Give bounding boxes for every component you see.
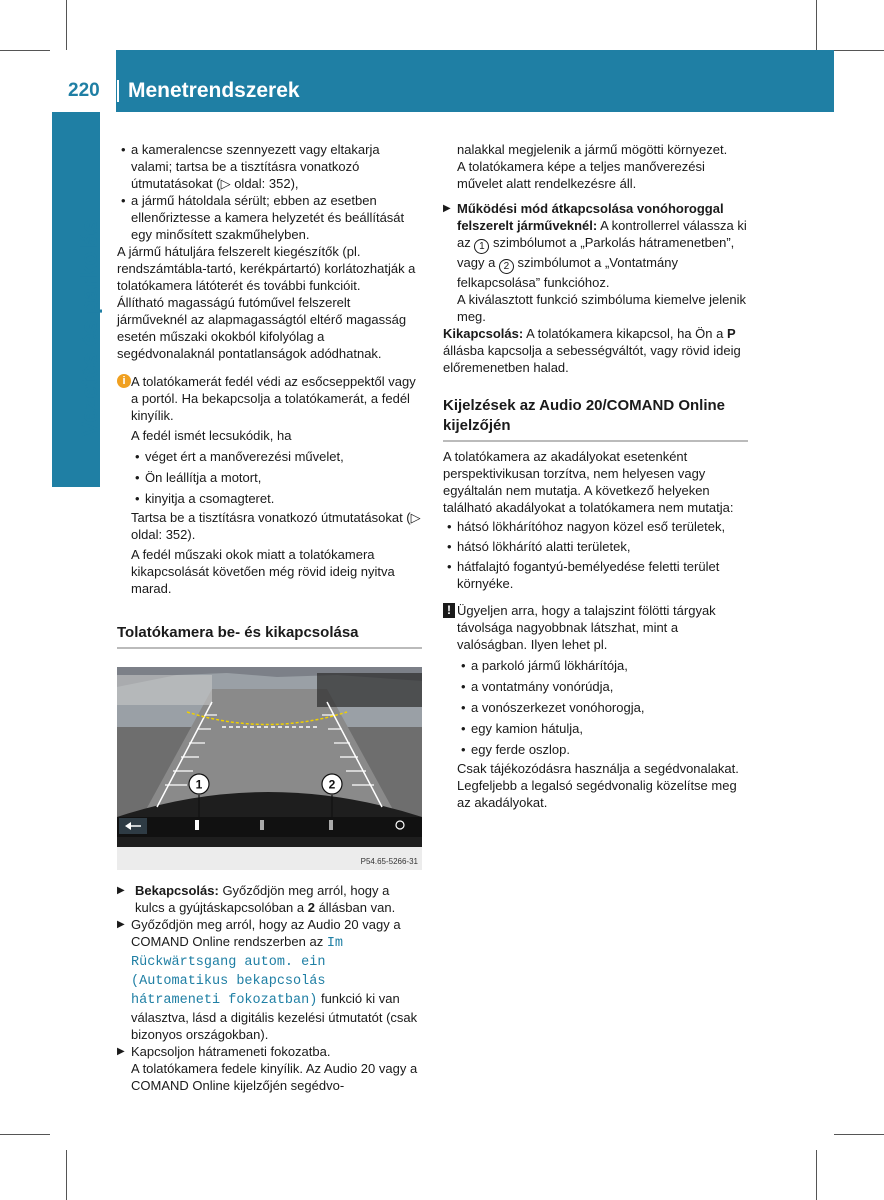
warning-text: Ügyeljen arra, hogy a talajszint fölötti tárgyak távolsága nagyobbnak látszhat, mint a valóságban. Ilyen lehet pl.	[457, 603, 716, 652]
right-column	[443, 141, 748, 811]
crop-mark	[834, 50, 884, 51]
paragraph: A jármű hátuljára felszerelt kiegészítők (pl. rendszámtábla-tartó, kerékpártartó) korlátozhatják a tolatókamera látóterét és további funkcióit.	[117, 244, 416, 293]
list-item: • egy ferde oszlop.	[457, 741, 748, 758]
warning-text: Csak tájékozódásra használja a segédvonalakat. Legfeljebb a legalsó segédvonalig közelítse meg az akadályokat.	[457, 761, 739, 810]
paragraph: nalakkal megjelenik a jármű mögötti környezet.	[457, 142, 728, 157]
circle-number: 1	[474, 239, 489, 254]
instruction-result: A kiválasztott funkció szimbóluma kiemelve jelenik meg.	[457, 292, 747, 324]
list-item: • a vontatmány vonórúdja,	[457, 678, 748, 695]
crop-mark	[66, 1150, 67, 1200]
list-item: • a vonószerkezet vonóhorogja,	[457, 699, 748, 716]
info-text: A fedél ismét lecsukódik, ha	[131, 428, 292, 443]
warning-icon: !	[443, 603, 455, 618]
side-tab-label: Vezetés és parkolás	[76, 219, 102, 437]
crop-mark	[0, 50, 50, 51]
page-title: Menetrendszerek	[128, 79, 300, 102]
list-item: • a jármű hátoldala sérült; ebben az esetben ellenőriztesse a kamera helyzetét és beállítását egy minősített szakműhelyben.	[117, 192, 422, 243]
list-item: • hátsó lökhárító alatti területek,	[443, 538, 748, 555]
info-text: A tolatókamerát fedél védi az esőcseppektől vagy a portól. Ha bekapcsolja a tolatókamerát, a fedél kinyílik.	[131, 374, 416, 423]
header-separator	[117, 80, 119, 102]
instruction-result: A tolatókamera fedele kinyílik. Az Audio 20 vagy a COMAND Online kijelzőjén segédvo-	[131, 1061, 418, 1093]
menu-function-name: Im Rückwärtsgang autom. ein (Automatikus bekapcsolás hátrameneti fokozatban)	[131, 936, 344, 1008]
circle-number: 2	[499, 259, 514, 274]
left-column-steps	[117, 882, 422, 1094]
instruction-step: ▶ Győződjön meg arról, hogy az Audio 20 vagy a COMAND Online rendszerben az Im Rückwärtsgang autom. ein (Automatikus bekapcsolás hátrameneti fokozatban) funkció ki van választva, lásd a digitális kezelési útmutatót (csak bizonyos országokban).	[117, 916, 422, 1043]
page-number: 220	[68, 80, 100, 101]
image-reference: P54.65-5266-31	[360, 857, 418, 866]
list-item: • véget ért a manőverezési művelet,	[131, 448, 422, 465]
paragraph: A tolatókamera az akadályokat esetenként perspektivikusan torzítva, nem helyesen vagy egyáltalán nem mutatja. A következő helyeken található akadályokat a tolatókamera nem mutatja:	[443, 449, 734, 515]
instruction-step: ▶ Bekapcsolás: Győződjön meg arról, hogy a kulcs a gyújtáskapcsolóban a 2 állásban van.	[117, 882, 422, 916]
warning-note	[443, 602, 748, 811]
crop-mark	[816, 0, 817, 50]
section-rule	[443, 440, 748, 442]
paragraph: A tolatókamera képe a teljes manőverezési művelet alatt rendelkezésre áll.	[457, 159, 705, 191]
crop-mark	[816, 1150, 817, 1200]
left-column	[117, 141, 422, 655]
list-item: • Ön leállítja a motort,	[131, 469, 422, 486]
crop-mark	[66, 0, 67, 50]
crop-mark	[0, 1134, 50, 1135]
crop-mark	[834, 1134, 884, 1135]
list-item: • hátfalajtó fogantyú-bemélyedése feletti terület környéke.	[443, 558, 748, 592]
info-note	[117, 373, 422, 597]
section-rule	[117, 647, 422, 649]
info-icon: i	[117, 374, 131, 388]
list-item: • a parkoló jármű lökhárítója,	[457, 657, 748, 674]
instruction-step: ▶ Működési mód átkapcsolása vonóhoroggal felszerelt járműveknél: A kontrollerrel válassza ki az 1 szimbólumot a „Parkolás hátramenetben”, vagy a 2 szimbólumot a „Vontatmány felkapcsolása” funkcióhoz.	[443, 200, 748, 291]
list-item: • egy kamion hátulja,	[457, 720, 748, 737]
camera-marker-2: 2	[328, 777, 336, 792]
section-heading	[117, 623, 422, 649]
section-heading	[443, 396, 748, 442]
camera-image	[117, 667, 422, 870]
camera-marker-1: 1	[195, 777, 203, 792]
section-title: Tolatókamera be- és kikapcsolása	[117, 624, 359, 641]
info-text: Tartsa be a tisztításra vonatkozó útmutatásokat (▷ oldal: 352).	[131, 510, 421, 542]
instruction-step: ▶ Kapcsoljon hátrameneti fokozatba.	[117, 1043, 422, 1060]
list-item: • hátsó lökhárítóhoz nagyon közel eső területek,	[443, 518, 748, 535]
paragraph: Állítható magasságú futóművel felszerelt járműveknél az alapmagasságtól eltérő magasság esetén műszaki okokból kifolyólag a segédvonalaknál pontatlanságok adódhatnak.	[117, 295, 407, 361]
section-title: Kijelzések az Audio 20/COMAND Online kijelzőjén	[443, 397, 726, 434]
paragraph: Kikapcsolás: A tolatókamera kikapcsol, ha Ön a P állásba kapcsolja a sebességváltót, vagy rövid ideig előremenetben halad.	[443, 326, 741, 375]
info-text: A fedél műszaki okok miatt a tolatókamera kikapcsolását követően még rövid ideig nyitva marad.	[131, 547, 395, 596]
list-item: • a kameralencse szennyezett vagy eltakarja valami; tartsa be a tisztításra vonatkozó útmutatásokat (▷ oldal: 352),	[117, 141, 422, 192]
list-item: • kinyitja a csomagteret.	[131, 490, 422, 507]
